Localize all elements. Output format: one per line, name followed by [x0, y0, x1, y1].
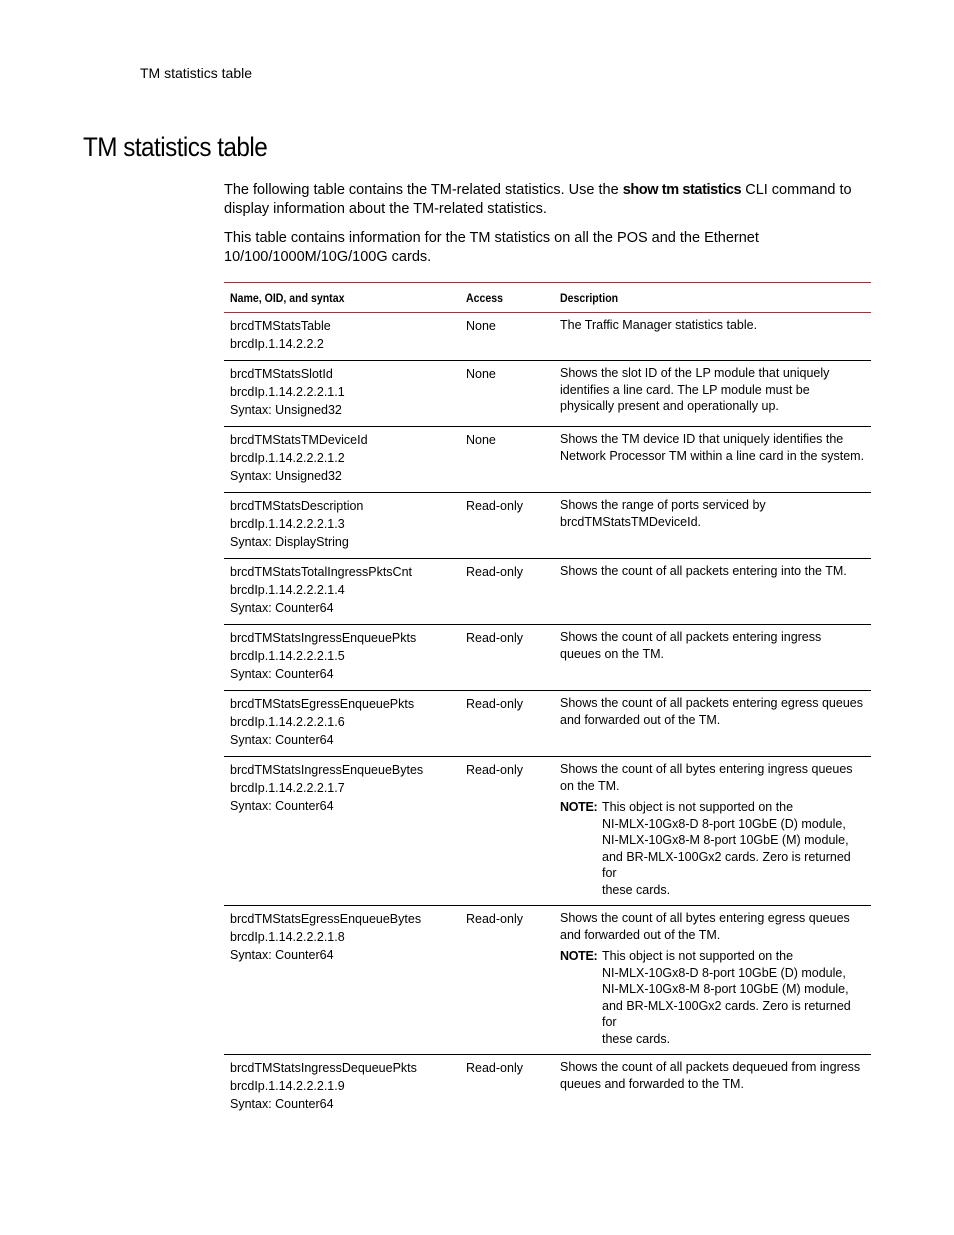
object-name: brcdTMStatsIngressEnqueuePkts	[230, 631, 417, 645]
note-line: NI-MLX-10Gx8-M 8-port 10GbE (M) module,	[602, 833, 849, 847]
cell-description	[554, 691, 871, 757]
cell-description	[554, 493, 871, 559]
cell-description	[554, 427, 871, 493]
cell-access: None	[460, 427, 554, 493]
object-oid: brcdIp.1.14.2.2.2.1.4	[230, 583, 345, 597]
object-oid: brcdIp.1.14.2.2.2.1.2	[230, 451, 345, 465]
cell-access: None	[460, 313, 554, 361]
intro-text-after: CLI command to display information about the TM-related statistics.	[224, 182, 852, 217]
note-line: NI-MLX-10Gx8-D 8-port 10GbE (D) module,	[602, 816, 846, 831]
cell-name-oid-syntax	[224, 691, 460, 757]
cell-access: Read-only	[460, 625, 554, 691]
cell-access: Read-only	[460, 906, 554, 1055]
table-scope-paragraph: This table contains information for the TM statistics on all the POS and the Ethernet 10/100/1000M/10G/100G cards.	[224, 230, 759, 265]
description-text: Shows the range of ports serviced by brcdTMStatsTMDeviceId.	[560, 498, 766, 529]
note-line: and BR-MLX-100Gx2 cards. Zero is returned for	[602, 998, 851, 1029]
cell-name-oid-syntax	[224, 906, 460, 1055]
description-text: Shows the count of all packets entering into the TM.	[560, 564, 847, 578]
cell-name-oid-syntax	[224, 1055, 460, 1121]
cell-description	[554, 313, 871, 361]
object-syntax: Syntax: Counter64	[230, 1097, 334, 1111]
table-row	[224, 757, 871, 906]
cell-name-oid-syntax	[224, 427, 460, 493]
table-row	[224, 559, 871, 625]
description-text: Shows the TM device ID that uniquely identifies the Network Processor TM within a line card in the system.	[560, 432, 865, 463]
cell-description	[554, 757, 871, 906]
note-line: This object is not supported on the	[602, 949, 794, 963]
object-name: brcdTMStatsTMDeviceId	[230, 433, 368, 447]
object-name: brcdTMStatsSlotId	[230, 367, 333, 381]
note-text	[602, 948, 865, 1047]
cell-access: Read-only	[466, 1061, 523, 1075]
note-block	[560, 799, 865, 898]
table-row	[224, 906, 871, 1055]
object-name: brcdTMStatsIngressDequeuePkts	[230, 1061, 417, 1075]
object-oid: brcdIp.1.14.2.2.2.1.1	[230, 385, 345, 399]
cell-description	[554, 559, 871, 625]
table-header-row	[224, 283, 871, 313]
object-oid: brcdIp.1.14.2.2.2.1.8	[230, 930, 345, 944]
cell-access: Read-only	[460, 691, 554, 757]
note-text	[602, 799, 865, 898]
cell-description	[554, 625, 871, 691]
note-line: these cards.	[602, 1031, 671, 1046]
object-name: brcdTMStatsEgressEnqueueBytes	[230, 912, 422, 926]
table-row	[224, 625, 871, 691]
object-oid: brcdIp.1.14.2.2.2.1.5	[230, 649, 345, 663]
note-line: NI-MLX-10Gx8-M 8-port 10GbE (M) module,	[602, 982, 849, 996]
column-header-access: Access	[460, 283, 554, 313]
object-oid: brcdIp.1.14.2.2.2.1.6	[230, 715, 345, 729]
table-row	[224, 313, 871, 361]
cell-access: Read-only	[460, 493, 554, 559]
object-syntax: Syntax: Unsigned32	[230, 403, 342, 417]
cell-access: None	[460, 361, 554, 427]
object-oid: brcdIp.1.14.2.2.2.1.9	[230, 1079, 345, 1093]
cell-name-oid-syntax	[224, 757, 460, 906]
cell-description	[554, 906, 871, 1055]
object-syntax: Syntax: Counter64	[230, 667, 334, 681]
object-oid: brcdIp.1.14.2.2.2	[230, 337, 324, 351]
description-text: Shows the count of all packets entering egress queues and forwarded out of the TM.	[560, 696, 863, 727]
description-text: Shows the slot ID of the LP module that uniquely identifies a line card. The LP module must be physically present and operationally up.	[560, 366, 830, 413]
cell-access: Read-only	[460, 559, 554, 625]
cell-name-oid-syntax	[224, 493, 460, 559]
tm-statistics-table	[224, 282, 871, 1120]
object-syntax: Syntax: DisplayString	[230, 535, 349, 549]
object-name: brcdTMStatsTable	[230, 319, 331, 333]
note-line: This object is not supported on the	[602, 800, 794, 814]
intro-text-before: The following table contains the TM-related statistics. Use the	[224, 182, 623, 198]
page-title: TM statistics table	[83, 132, 268, 162]
note-label: NOTE:	[560, 949, 598, 963]
object-syntax: Syntax: Counter64	[230, 601, 334, 615]
note-label: NOTE:	[560, 800, 598, 814]
table-row	[224, 691, 871, 757]
cli-command: show tm statistics	[622, 182, 742, 198]
table-row	[224, 361, 871, 427]
note-line: NI-MLX-10Gx8-D 8-port 10GbE (D) module,	[602, 965, 846, 980]
object-syntax: Syntax: Counter64	[230, 799, 334, 813]
object-name: brcdTMStatsDescription	[230, 499, 364, 513]
intro-paragraph	[224, 181, 870, 219]
description-text: Shows the count of all bytes entering egress queues and forwarded out of the TM.	[560, 911, 850, 942]
description-text: The Traffic Manager statistics table.	[560, 318, 758, 332]
object-oid: brcdIp.1.14.2.2.2.1.7	[230, 781, 345, 795]
object-name: brcdTMStatsIngressEnqueueBytes	[230, 763, 424, 777]
object-syntax: Syntax: Unsigned32	[230, 469, 342, 483]
object-name: brcdTMStatsEgressEnqueuePkts	[230, 697, 415, 711]
column-header-name: Name, OID, and syntax	[224, 283, 460, 313]
table-row	[224, 1055, 871, 1121]
cell-name-oid-syntax	[224, 313, 460, 361]
object-oid: brcdIp.1.14.2.2.2.1.3	[230, 517, 345, 531]
cell-description	[554, 1055, 871, 1121]
table-row	[224, 493, 871, 559]
cell-name-oid-syntax	[224, 559, 460, 625]
running-header: TM statistics table	[140, 65, 253, 81]
object-name: brcdTMStatsTotalIngressPktsCnt	[230, 565, 413, 579]
object-syntax: Syntax: Counter64	[230, 733, 334, 747]
cell-name-oid-syntax	[224, 361, 460, 427]
description-text: Shows the count of all packets dequeued from ingress queues and forwarded to the TM.	[560, 1060, 861, 1091]
description-text: Shows the count of all packets entering ingress queues on the TM.	[560, 630, 822, 661]
cell-description	[554, 361, 871, 427]
note-block	[560, 948, 865, 1047]
table-row	[224, 427, 871, 493]
column-header-description: Description	[554, 283, 871, 313]
description-text: Shows the count of all bytes entering ingress queues on the TM.	[560, 762, 853, 793]
note-line: and BR-MLX-100Gx2 cards. Zero is returned for	[602, 849, 851, 880]
cell-name-oid-syntax	[224, 625, 460, 691]
cell-access: Read-only	[460, 757, 554, 906]
object-syntax: Syntax: Counter64	[230, 948, 334, 962]
note-line: these cards.	[602, 882, 671, 897]
